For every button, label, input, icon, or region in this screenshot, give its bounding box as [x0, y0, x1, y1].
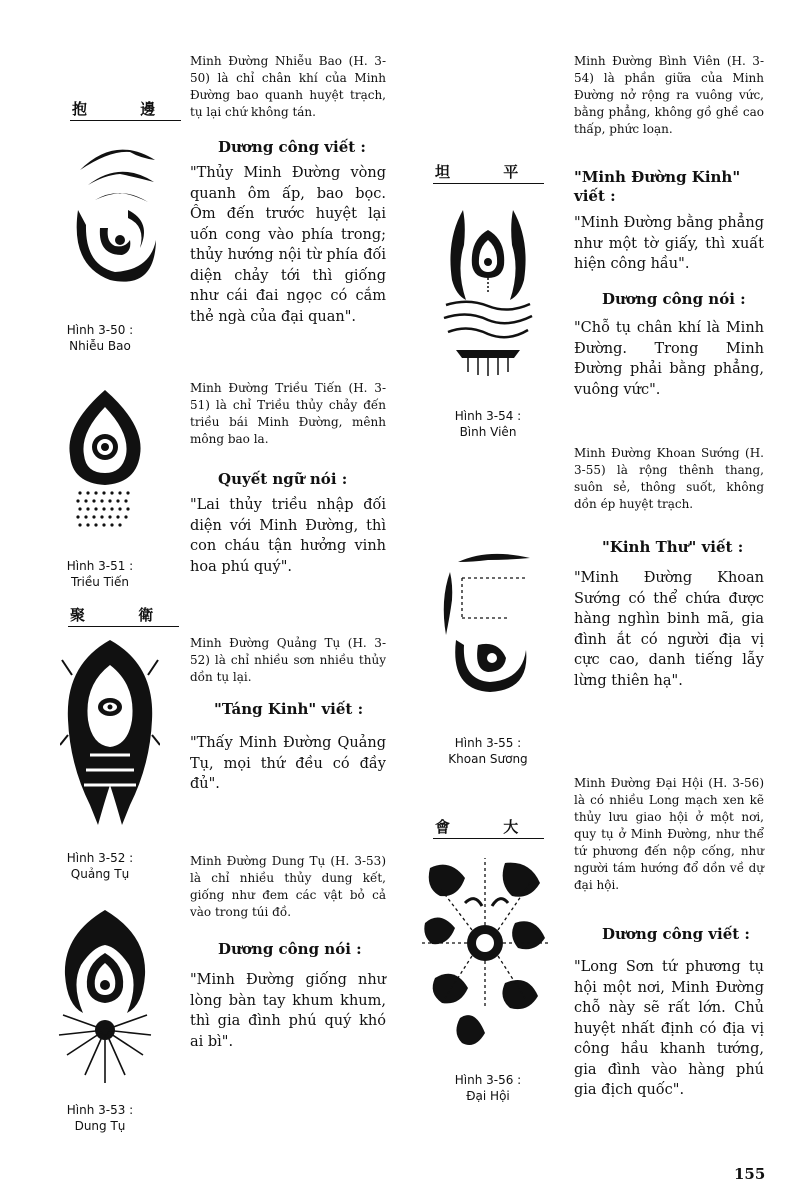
section-heading-dung-tu: Dương công nói :: [218, 940, 362, 958]
section-intro-nhieu-bao: Minh Đường Nhiễu Bao (H. 3-50) là chỉ chân khí của Minh Đường bao quanh huyệt trạch, tụ lại chứ không tán.: [190, 54, 386, 119]
figure-caption-3-52: [55, 850, 145, 882]
figure-title-3-50: 抱 邊: [70, 100, 181, 121]
caption-name: Nhiễu Bao: [69, 339, 131, 353]
section-quote-dung-tu: "Minh Đường giống như lòng bàn tay khum khum, thì gia đình phú quý khó ai bì".: [190, 972, 386, 1050]
section-intro-binh-vien: Minh Đường Bình Viên (H. 3-54) là phần giữa của Minh Đường nở rộng ra vuông vức, bằng phẳng, không gồ ghề cao thấp, phức loạn.: [574, 54, 764, 136]
caption-name: Dung Tụ: [74, 1119, 126, 1133]
caption-number: Hình 3-50 :: [66, 323, 134, 337]
section-quote-khoan-suong: "Minh Đường Khoan Sướng có thể chứa được hàng nghìn binh mã, gia đình ắt có người địa vị cực cao, danh tiếng lẫy lừng thiên hạ".: [574, 570, 764, 689]
figure-caption-3-55: [436, 735, 540, 767]
section-quote-binh-vien: "Minh Đường bằng phẳng như một tờ giấy, thì xuất hiện công hầu".: [574, 215, 764, 272]
caption-number: Hình 3-52 :: [66, 851, 134, 865]
figure-3-53-drawing: [55, 905, 155, 1085]
figure-title-3-52: 聚 衛: [68, 606, 179, 627]
section-heading-binh-vien: "Minh Đường Kinh" viết :: [574, 168, 741, 205]
figure-3-52-drawing: [60, 635, 160, 835]
figure-title-3-56: 會 大: [433, 818, 544, 839]
caption-name: Quảng Tụ: [70, 867, 130, 881]
section-heading-khoan-suong: "Kinh Thư" viết :: [602, 538, 744, 556]
figure-caption-3-50: [55, 322, 145, 354]
page-number: 155: [734, 1165, 766, 1183]
figure-caption-3-56: [436, 1072, 540, 1104]
section-quote-quang-tu: "Thấy Minh Đường Quảng Tụ, mọi thứ đều có đầy đủ".: [190, 735, 386, 792]
figure-3-56-drawing: [420, 848, 550, 1058]
section-intro-dai-hoi: Minh Đường Đại Hội (H. 3-56) là có nhiều Long mạch xen kẽ thủy lưu giao hội ở một nơi, quy tụ ở Minh Đường, như thể tứ phương đến nộp cống, như người tám hướng đổ dồn về dự đại hội.: [574, 776, 764, 892]
section-heading-quang-tu: "Táng Kinh" viết :: [214, 700, 364, 718]
section-quote-trieu-tien: "Lai thủy triều nhập đối diện với Minh Đường, thì con cháu tận hưởng vinh hoa phú quý".: [190, 497, 386, 575]
section-intro-trieu-tien: Minh Đường Triều Tiến (H. 3-51) là chỉ Triều thủy chảy đến triều bái Minh Đường, mênh mông bao la.: [190, 381, 386, 446]
section-heading-nhieu-bao: Dương công viết :: [218, 138, 366, 156]
caption-name: Khoan Sương: [448, 752, 528, 766]
caption-name: Bình Viên: [459, 425, 517, 439]
figure-caption-3-53: [55, 1102, 145, 1134]
caption-name: Đại Hội: [466, 1089, 510, 1103]
caption-number: Hình 3-56 :: [454, 1073, 522, 1087]
figure-3-51-drawing: [60, 385, 150, 535]
caption-number: Hình 3-53 :: [66, 1103, 134, 1117]
section-heading-trieu-tien: Quyết ngữ nói :: [218, 470, 348, 488]
section-intro-dung-tu: Minh Đường Dung Tụ (H. 3-53) là chỉ nhiều thủy dung kết, giống như đem các vật bỏ cả vào trong túi đồ.: [190, 854, 386, 919]
section-heading-dai-hoi: Dương công viết :: [602, 925, 750, 943]
section-intro-quang-tu: Minh Đường Quảng Tụ (H. 3-52) là chỉ nhiều sơn nhiều thủy dồn tụ lại.: [190, 636, 386, 684]
figure-3-54-drawing: [438, 200, 538, 380]
section-quote-nhieu-bao: "Thủy Minh Đường vòng quanh ôm ấp, bao bọc. Ôm đến trước huyệt lại uốn cong vào phía trong; thủy hướng nội từ phía đối diện chảy tới thì giống như cái đai ngọc có cắm thẻ ngà của đại quan".: [190, 165, 386, 325]
caption-number: Hình 3-54 :: [454, 409, 522, 423]
section-heading2-binh-vien: Dương công nói :: [602, 290, 746, 308]
figure-3-50-drawing: [70, 130, 160, 310]
section-quote-dai-hoi: "Long Sơn tứ phương tụ hội một nơi, Minh Đường chỗ này sẽ rất lớn. Chủ huyệt nhất định có địa vị công hầu khanh tướng, gia đình vào hàng phú gia địch quốc".: [574, 959, 764, 1098]
figure-3-55-drawing: [438, 540, 538, 710]
caption-name: Triều Tiến: [71, 575, 129, 589]
figure-caption-3-54: [440, 408, 536, 440]
caption-number: Hình 3-51 :: [66, 559, 134, 573]
section-quote2-binh-vien: "Chỗ tụ chân khí là Minh Đường. Trong Minh Đường phải bằng phẳng, vuông vức".: [574, 320, 764, 398]
figure-caption-3-51: [55, 558, 145, 590]
caption-number: Hình 3-55 :: [454, 736, 522, 750]
figure-title-3-54: 坦 平: [433, 163, 544, 184]
section-intro-khoan-suong: Minh Đường Khoan Sướng (H. 3-55) là rộng thênh thang, suôn sẻ, thông suốt, không dồn ép huyệt trạch.: [574, 446, 764, 511]
